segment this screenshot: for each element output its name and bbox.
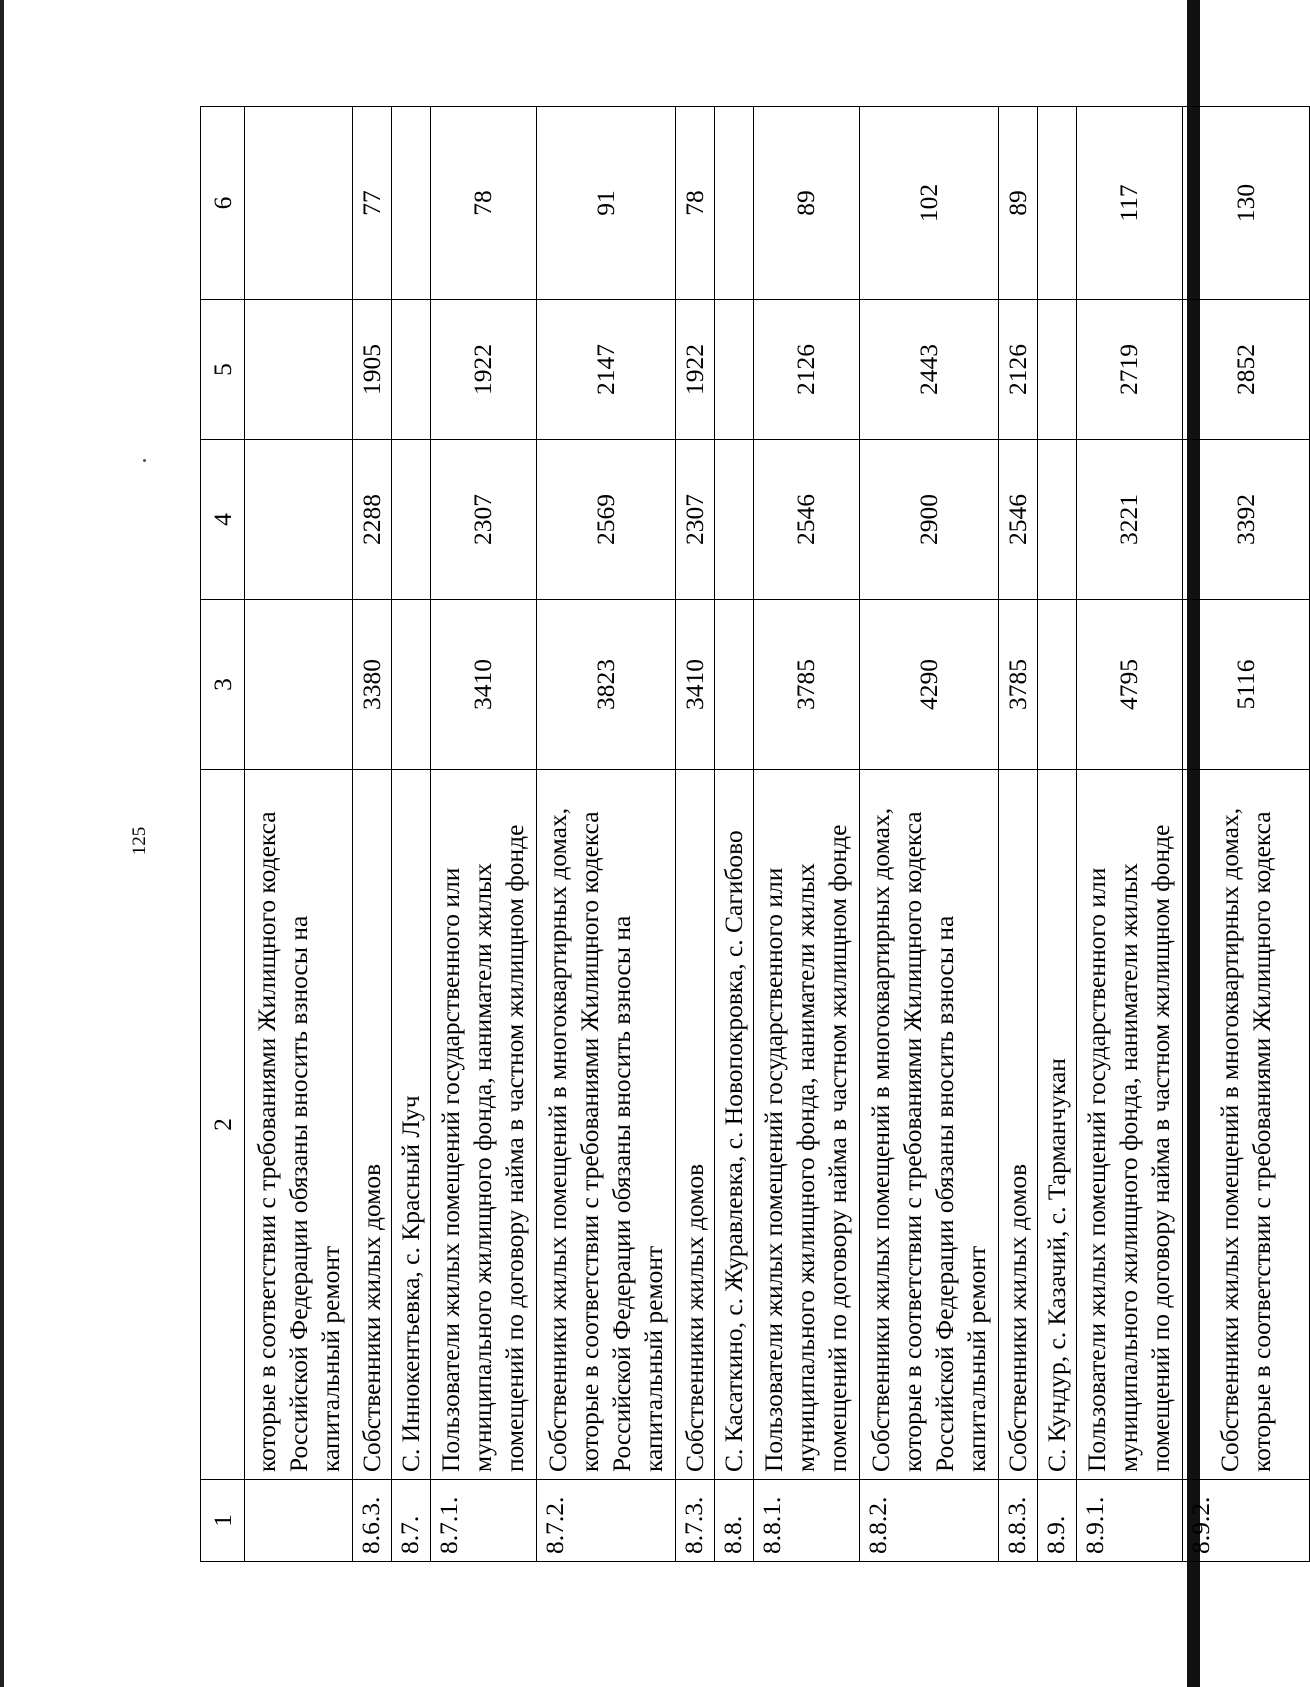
- row-value-col6: 117: [1077, 107, 1183, 300]
- row-value-col6: 89: [753, 107, 859, 300]
- header-row: [201, 107, 245, 1562]
- row-value-col6: [715, 107, 754, 300]
- table-row: [859, 107, 999, 1562]
- header-cell-1: 1: [201, 1480, 245, 1562]
- row-value-col4: 2307: [430, 440, 536, 600]
- row-code: 8.7.3.: [676, 1480, 715, 1562]
- row-description: Собственники жилых помещений в многоквартирных домах, которые в соответствии с требованиями Жилищного кодекса: [1182, 770, 1309, 1480]
- row-description: Собственники жилых домов: [353, 770, 392, 1480]
- row-description: Собственники жилых помещений в многоквартирных домах, которые в соответствии с требованиями Жилищного кодекса Российской Федерации обязаны вносить взносы на капитальный ремонт: [859, 770, 999, 1480]
- row-value-col5: 1922: [430, 300, 536, 440]
- header-cell-4: 4: [201, 440, 245, 600]
- row-description: С. Иннокентьевка, с. Красный Луч: [391, 770, 430, 1480]
- header-cell-3: 3: [201, 600, 245, 770]
- row-code: 8.8.: [715, 1480, 754, 1562]
- row-value-col3: [715, 600, 754, 770]
- table-row: [245, 107, 353, 1562]
- row-description: Пользователи жилых помещений государственного или муниципального жилищного фонда, наниматели жилых помещений по договору найма в частном жилищном фонде: [753, 770, 859, 1480]
- row-description: С. Касаткино, с. Журавлевка, с. Новопокровка, с. Сагибово: [715, 770, 754, 1480]
- row-value-col5: [1038, 300, 1077, 440]
- header-cell-6: 6: [201, 107, 245, 300]
- page-number: 125: [129, 826, 150, 856]
- row-code: 8.6.3.: [353, 1480, 392, 1562]
- row-value-col4: [715, 440, 754, 600]
- header-cell-2: 2: [201, 770, 245, 1480]
- row-value-col5: [245, 300, 353, 440]
- tariff-table: [200, 106, 1310, 1562]
- table-row: [1182, 107, 1309, 1562]
- table-row: [1038, 107, 1077, 1562]
- row-value-col5: 2443: [859, 300, 999, 440]
- row-value-col6: 130: [1182, 107, 1309, 300]
- row-value-col3: 3823: [536, 600, 676, 770]
- row-code: 8.9.2.: [1182, 1480, 1309, 1562]
- row-description: Пользователи жилых помещений государственного или муниципального жилищного фонда, наниматели жилых помещений по договору найма в частном жилищном фонде: [430, 770, 536, 1480]
- table-row: [753, 107, 859, 1562]
- rotated-table-container: [200, 107, 1310, 1562]
- row-value-col5: 2719: [1077, 300, 1183, 440]
- row-value-col3: 3410: [430, 600, 536, 770]
- table-row: [676, 107, 715, 1562]
- row-value-col3: [391, 600, 430, 770]
- row-value-col4: [391, 440, 430, 600]
- row-value-col3: 4795: [1077, 600, 1183, 770]
- table-row: [1077, 107, 1183, 1562]
- row-value-col6: [245, 107, 353, 300]
- row-value-col4: 3221: [1077, 440, 1183, 600]
- row-value-col5: 2126: [999, 300, 1038, 440]
- scan-speck: [143, 459, 146, 462]
- row-value-col3: 5116: [1182, 600, 1309, 770]
- row-description: Собственники жилых помещений в многоквартирных домах, которые в соответствии с требованиями Жилищного кодекса Российской Федерации обязаны вносить взносы на капитальный ремонт: [536, 770, 676, 1480]
- row-value-col4: 2900: [859, 440, 999, 600]
- row-value-col6: 78: [430, 107, 536, 300]
- table-row: [999, 107, 1038, 1562]
- header-cell-5: 5: [201, 300, 245, 440]
- row-value-col5: 2126: [753, 300, 859, 440]
- row-description: которые в соответствии с требованиями Жилищного кодекса Российской Федерации обязаны вносить взносы на капитальный ремонт: [245, 770, 353, 1480]
- row-value-col3: 3785: [999, 600, 1038, 770]
- row-value-col6: [1038, 107, 1077, 300]
- row-value-col4: 2546: [999, 440, 1038, 600]
- row-code: 8.7.: [391, 1480, 430, 1562]
- row-value-col6: 102: [859, 107, 999, 300]
- row-value-col4: 2569: [536, 440, 676, 600]
- row-value-col4: [1038, 440, 1077, 600]
- row-code: 8.8.2.: [859, 1480, 999, 1562]
- row-value-col5: [715, 300, 754, 440]
- row-value-col3: [245, 600, 353, 770]
- row-code: 8.8.3.: [999, 1480, 1038, 1562]
- row-value-col5: 2147: [536, 300, 676, 440]
- table-row: [536, 107, 676, 1562]
- row-value-col5: 1922: [676, 300, 715, 440]
- row-value-col6: 91: [536, 107, 676, 300]
- row-code: 8.7.1.: [430, 1480, 536, 1562]
- row-value-col6: 77: [353, 107, 392, 300]
- row-value-col5: 2852: [1182, 300, 1309, 440]
- row-value-col6: [391, 107, 430, 300]
- row-value-col5: 1905: [353, 300, 392, 440]
- table-row: [715, 107, 754, 1562]
- row-code: 8.9.: [1038, 1480, 1077, 1562]
- row-value-col3: 3380: [353, 600, 392, 770]
- row-value-col4: 2546: [753, 440, 859, 600]
- row-code: 8.9.1.: [1077, 1480, 1183, 1562]
- row-value-col3: 3785: [753, 600, 859, 770]
- row-code: 8.7.2.: [536, 1480, 676, 1562]
- row-description: С. Кундур, с. Казачий, с. Тарманчукан: [1038, 770, 1077, 1480]
- row-value-col4: 3392: [1182, 440, 1309, 600]
- row-value-col5: [391, 300, 430, 440]
- row-description: Собственники жилых домов: [999, 770, 1038, 1480]
- row-value-col4: 2307: [676, 440, 715, 600]
- row-code: 8.8.1.: [753, 1480, 859, 1562]
- row-code: [245, 1480, 353, 1562]
- row-value-col3: [1038, 600, 1077, 770]
- row-description: Собственники жилых домов: [676, 770, 715, 1480]
- row-value-col6: 89: [999, 107, 1038, 300]
- table-row: [391, 107, 430, 1562]
- row-value-col3: 4290: [859, 600, 999, 770]
- row-value-col4: [245, 440, 353, 600]
- row-description: Пользователи жилых помещений государственного или муниципального жилищного фонда, наниматели жилых помещений по договору найма в частном жилищном фонде: [1077, 770, 1183, 1480]
- table-row: [353, 107, 392, 1562]
- table-row: [430, 107, 536, 1562]
- row-value-col4: 2288: [353, 440, 392, 600]
- scan-left-edge: [0, 0, 4, 1687]
- row-value-col6: 78: [676, 107, 715, 300]
- row-value-col3: 3410: [676, 600, 715, 770]
